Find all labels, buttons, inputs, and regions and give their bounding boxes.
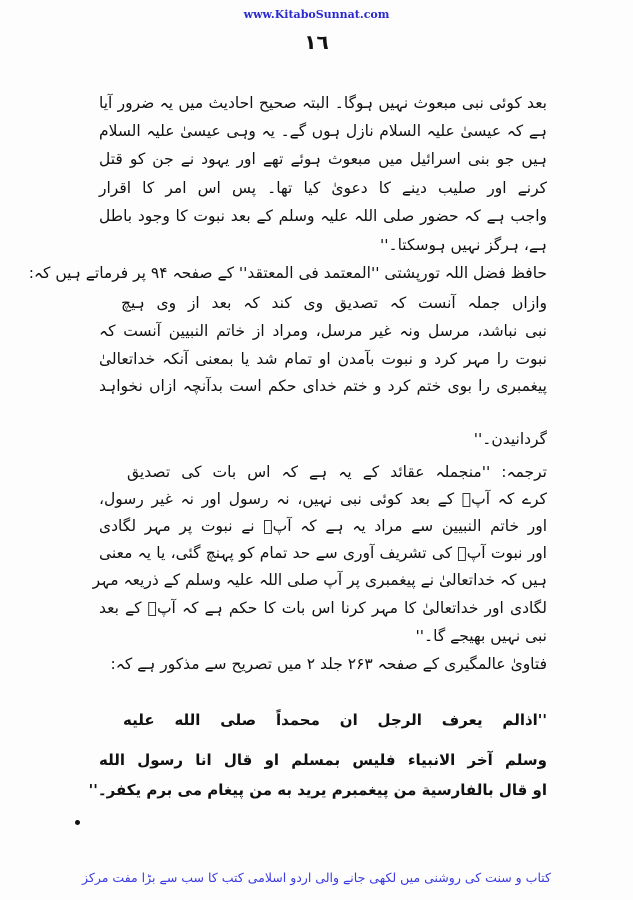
translation-line: ہیں کہ خداتعالیٰ نے پیغمبری پر آپ صلی اللہ علیہ وسلم کے ذریعہ مہر [92,571,547,589]
translation-line: کرے کہ آپؐ کے بعد کوئی نبی نہیں، نہ رسول اور نہ غیر رسول، [99,490,547,508]
text-line: واجب ہے کہ حضور صلی اللہ علیہ وسلم کے بعد نبوت کا وجود باطل [99,207,547,225]
text-line: ہیں جو بنی اسرائیل میں مبعوث ہوئے تھے اور یہود نے جن کو قتل [99,150,547,168]
text-line: فتاویٰ عالمگیری کے صفحہ ۲۶۳ جلد ۲ میں تصریح سے مذکور ہے کہ: [110,655,547,673]
quote-line: وازاں جملہ آنست کہ تصدیق وی کند کہ بعد از وی ہیچ [121,294,547,312]
translation-line: لگادی اور خداتعالیٰ کا مہر کرنا اس بات کا حکم ہے کہ آپؐ کے بعد [99,599,547,617]
translation-line: ترجمہ: ''منجملہ عقائد کے یہ ہے کہ اس بات کی تصدیق [127,463,547,481]
translation-line: اور خاتم النبیین سے مراد یہ ہے کہ آپؐ نے نبوت پر مہر لگادی [99,517,547,535]
quote-line: گردانیدن۔'' [473,430,547,448]
translation-line: نبی نہیں بھیجے گا۔'' [415,627,547,645]
text-line: بعد کوئی نبی مبعوث نہیں ہوگا۔ البتہ صحیح احادیث میں یہ ضرور آیا [99,94,547,112]
translation-line: اور نبوت آپؐ کی تشریف آوری سے حد تمام کو پہنچ گئی، یا یہ معنی [99,544,547,562]
text-line: حافظ فضل اللہ تورپشتی ''المعتمد فی المعتقد'' کے صفحہ ۹۴ پر فرماتے ہیں کہ: [28,264,547,282]
quote-line: نبی نباشد، مرسل ونہ غیر مرسل، ومراد از خاتم النبیین آنست کہ [99,322,547,340]
text-line: کرنے اور صلیب دینے کا دعویٰ کیا تھا۔ پس اس امر کا اقرار [99,179,547,197]
arabic-quote-line: ''اذالم یعرف الرجل ان محمداً صلی الله علیه [123,711,547,729]
quote-line: نبوت را مہر کرد و نبوت بآمدن او تمام شد یا بمعنی آنکہ خداتعالیٰ [99,350,547,368]
site-url-link[interactable]: www.KitaboSunnat.com [243,8,390,21]
arabic-quote-line: وسلم آخر الانبیاء فلیس بمسلم او قال انا رسول الله [99,751,547,769]
text-line: ہے کہ عیسیٰ علیہ السلام نازل ہوں گے۔ یہ وہی عیسیٰ علیہ السلام [99,122,547,140]
quote-line: پیغمبری را بوی ختم کرد و ختم خدای حکم است بدآنچہ ازاں نخواہد [99,377,547,395]
text-line: ہے، ہرگز نہیں ہوسکتا۔'' [379,236,547,254]
page-number: ١٦ [304,30,329,54]
scan-speck [75,820,80,825]
footer-tagline: کتاب و سنت کی روشنی میں لکھی جانے والی اردو اسلامی کتب کا سب سے بڑا مفت مرکز [82,870,551,885]
arabic-quote-line: او قال بالفارسیة من پیغمبرم یرید به من پیغام می برم یکفر۔'' [88,781,547,799]
